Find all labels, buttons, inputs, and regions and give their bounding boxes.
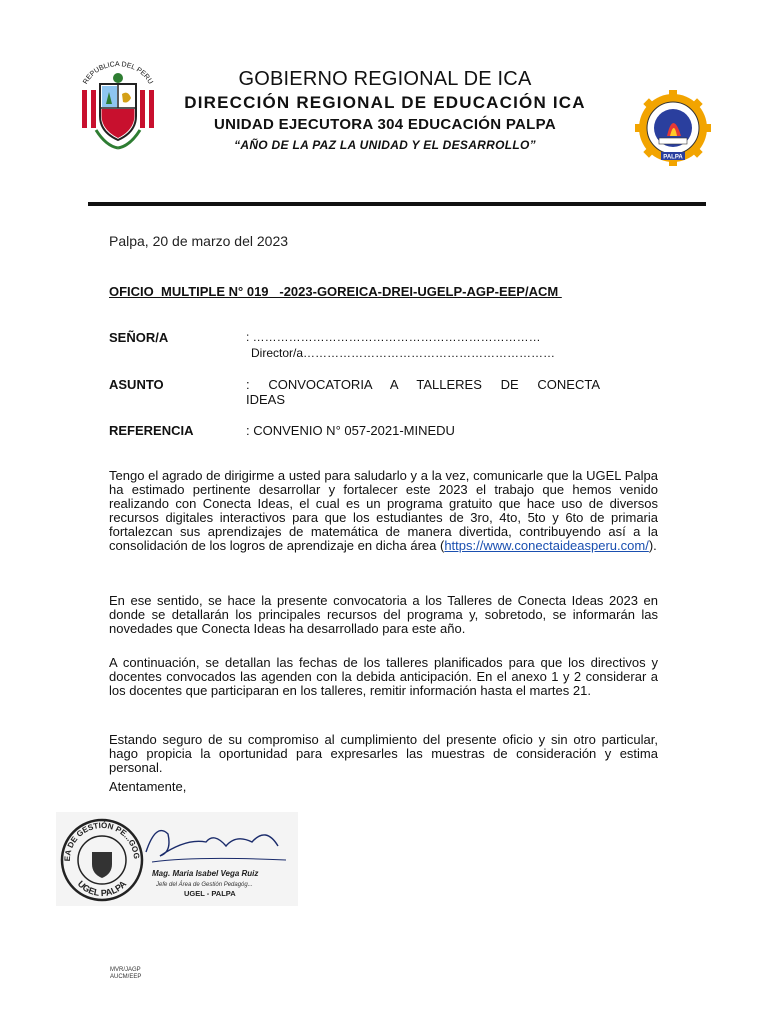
svg-text:REPUBLICA DEL PERU: REPUBLICA DEL PERU (82, 61, 154, 86)
signer-role: Jefe del Área de Gestión Pedagóg... (156, 882, 253, 888)
paragraph-3: A continuación, se detallan las fechas de los talleres planificados para que los directivos y docentes convocados las agenden con la debida anticipación. En el anexo 1 y 2 considerar a los docentes que participaran en los talleres, remitir información hasta el martes 21. (109, 655, 658, 698)
paragraph-1-end: ). (648, 538, 657, 553)
document-date: Palpa, 20 de marzo del 2023 (109, 233, 289, 249)
asunto-label: ASUNTO (109, 377, 164, 392)
svg-text:UGEL PALPA: UGEL PALPA (75, 878, 129, 899)
director-value: Director/a……………………………………………………… (251, 346, 556, 360)
asunto-value-line2: IDEAS (246, 392, 286, 407)
senor-label: SEÑOR/A (109, 330, 169, 345)
initials-line-1: MVR/JAGP (110, 967, 141, 973)
senor-value: : ……………………………………………………………… (246, 330, 541, 344)
peru-coat-of-arms-logo (76, 60, 160, 152)
paragraph-1 (109, 469, 658, 553)
header-unit: UNIDAD EJECUTORA 304 EDUCACIÓN PALPA (214, 116, 556, 133)
initials-line-2: AUCM/EEP (110, 974, 142, 980)
header-divider (88, 202, 706, 206)
paragraph-2: En ese sentido, se hace la presente convocatoria a los Talleres de Conecta Ideas 2023 en donde se detallarán los principales recursos del programa y, sobretodo, se informarán las novedades que Conecta Ideas ha desarrollado para este año. (109, 593, 658, 636)
ugel-palpa-gear-logo (626, 90, 720, 166)
signer-office: UGEL - PALPA (184, 889, 236, 898)
header-year-motto: “AÑO DE LA PAZ LA UNIDAD Y EL DESARROLLO” (234, 138, 536, 152)
signer-name: Mag. Maria Isabel Vega Ruiz (152, 869, 259, 878)
closing-text: Atentamente, (109, 779, 187, 794)
conectaideas-link[interactable]: https://www.conectaideasperu.com/ (444, 538, 649, 553)
paragraph-4: Estando seguro de su compromiso al cumplimiento del presente oficio y sin otro particular, hago propicia la oportunidad para expresarles las muestras de consideración y estima personal. (109, 732, 658, 775)
referencia-label: REFERENCIA (109, 423, 194, 438)
signature-stamp (56, 812, 298, 906)
referencia-value: : CONVENIO N° 057-2021-MINEDU (246, 423, 455, 438)
paragraph-1-text: Tengo el agrado de dirigirme a usted para saludarlo y a la vez, comunicarle que la UGEL Palpa ha estimado pertinente desarrollar y fortalecer este 2023 el trabajo que hemos venido realizando con Conecta Ideas, el cual es un programa gratuito que hace uso de diversos recursos digitales interactivos para que los estudiantes de 3ro, 4to, 5to y 6to de primaria fortalezcan sus aprendizajes de matemática de manera divertida, contribuyendo así a la consolidación de los logros de aprendizaje en dicha área ( (109, 468, 658, 553)
header-direction: DIRECCIÓN REGIONAL DE EDUCACIÓN ICA (184, 93, 586, 112)
oficio-number: OFICIO MULTIPLE N° 019 -2023-GOREICA-DREI-UGELP-AGP-EEP/ACM (109, 284, 562, 299)
svg-text:AREA DE GESTIÓN PE...GOGICA: EA DE GESTIÓN PE...GOG (62, 820, 142, 862)
document-initials (110, 967, 141, 981)
asunto-value-line1: : CONVOCATORIA A TALLERES DE CONECTA (246, 377, 600, 392)
right-logo-label: PALPA (663, 154, 683, 161)
header-government: GOBIERNO REGIONAL DE ICA (238, 68, 532, 90)
